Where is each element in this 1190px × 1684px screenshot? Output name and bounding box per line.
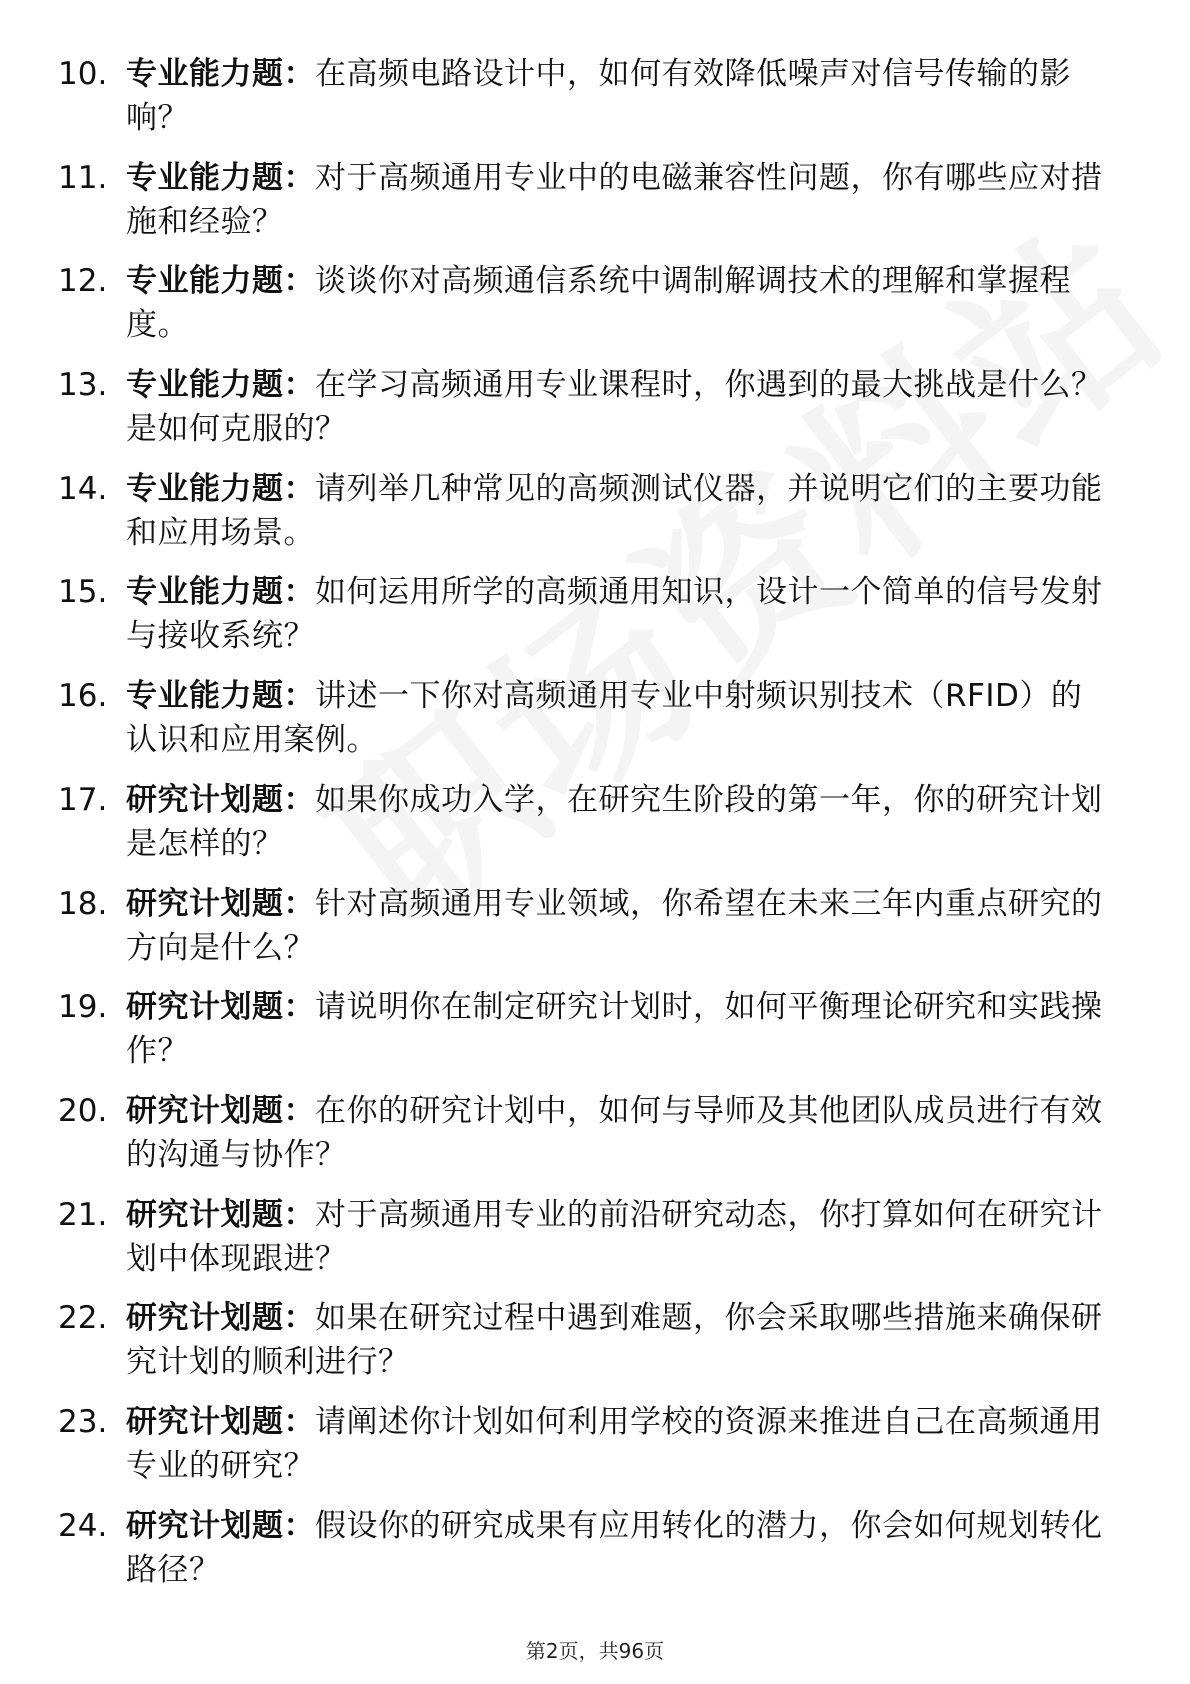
question-number: 12. bbox=[58, 263, 108, 300]
question-category: 专业能力题： bbox=[126, 470, 315, 507]
question-text: 讲述一下你对高频通用专业中射频识别技术（RFID）的认识和应用案例。 bbox=[126, 678, 1083, 759]
question-item bbox=[0, 467, 1190, 571]
question-item bbox=[0, 1296, 1190, 1400]
question-text-block bbox=[126, 1504, 1106, 1592]
question-text-block bbox=[126, 259, 1106, 347]
question-text-block bbox=[126, 156, 1106, 244]
question-item bbox=[0, 1193, 1190, 1297]
question-text: 如果在研究过程中遇到难题，你会采取哪些措施来确保研究计划的顺利进行？ bbox=[126, 1300, 1103, 1381]
question-category: 研究计划题： bbox=[126, 781, 315, 818]
question-category: 专业能力题： bbox=[126, 159, 315, 196]
question-text: 在高频电路设计中，如何有效降低噪声对信号传输的影响？ bbox=[126, 56, 1071, 136]
question-item bbox=[0, 363, 1190, 467]
question-item bbox=[0, 156, 1190, 260]
question-text-block bbox=[126, 778, 1106, 866]
question-number: 14. bbox=[58, 470, 108, 507]
question-text: 如果你成功入学，在研究生阶段的第一年，你的研究计划是怎样的？ bbox=[126, 781, 1103, 862]
question-item bbox=[0, 674, 1190, 778]
question-text-block bbox=[126, 467, 1106, 555]
question-category: 研究计划题： bbox=[126, 1403, 315, 1440]
question-number: 13. bbox=[58, 367, 108, 404]
question-category: 研究计划题： bbox=[126, 1300, 315, 1337]
question-number: 24. bbox=[58, 1507, 108, 1544]
question-text: 针对高频通用专业领域，你希望在未来三年内重点研究的方向是什么？ bbox=[126, 885, 1103, 966]
question-text-block bbox=[126, 1193, 1106, 1281]
question-text: 谈谈你对高频通信系统中调制解调技术的理解和掌握程度。 bbox=[126, 263, 1071, 344]
question-text-block bbox=[126, 985, 1106, 1073]
question-list bbox=[0, 52, 1190, 1607]
question-item bbox=[0, 1504, 1190, 1608]
question-number: 23. bbox=[58, 1403, 108, 1440]
question-number: 20. bbox=[58, 1092, 108, 1129]
question-text-block bbox=[126, 1089, 1106, 1177]
question-item bbox=[0, 570, 1190, 674]
question-text: 请说明你在制定研究计划时，如何平衡理论研究和实践操作？ bbox=[126, 989, 1103, 1070]
question-text: 在学习高频通用专业课程时，你遇到的最大挑战是什么？是如何克服的？ bbox=[126, 367, 1103, 448]
question-item bbox=[0, 985, 1190, 1089]
question-number: 21. bbox=[58, 1196, 108, 1233]
question-text-block bbox=[126, 52, 1106, 140]
question-category: 研究计划题： bbox=[126, 989, 315, 1026]
question-item bbox=[0, 259, 1190, 363]
question-number: 17. bbox=[58, 781, 108, 818]
question-text: 如何运用所学的高频通用知识，设计一个简单的信号发射与接收系统？ bbox=[126, 574, 1103, 655]
question-text-block bbox=[126, 1296, 1106, 1384]
question-text-block bbox=[126, 1400, 1106, 1488]
question-category: 专业能力题： bbox=[126, 574, 315, 611]
question-category: 研究计划题： bbox=[126, 1092, 315, 1129]
question-text-block bbox=[126, 882, 1106, 970]
question-category: 专业能力题： bbox=[126, 678, 315, 715]
question-category: 研究计划题： bbox=[126, 1507, 315, 1544]
question-number: 15. bbox=[58, 574, 108, 611]
question-number: 16. bbox=[58, 678, 108, 715]
question-number: 22. bbox=[58, 1300, 108, 1337]
question-item bbox=[0, 1089, 1190, 1193]
question-item bbox=[0, 1400, 1190, 1504]
question-number: 10. bbox=[58, 56, 108, 92]
question-number: 11. bbox=[58, 159, 108, 196]
question-item bbox=[0, 778, 1190, 882]
question-text: 在你的研究计划中，如何与导师及其他团队成员进行有效的沟通与协作？ bbox=[126, 1092, 1103, 1173]
question-text: 对于高频通用专业中的电磁兼容性问题，你有哪些应对措施和经验？ bbox=[126, 159, 1103, 240]
question-text-block bbox=[126, 363, 1106, 451]
question-text: 请阐述你计划如何利用学校的资源来推进自己在高频通用专业的研究？ bbox=[126, 1403, 1103, 1484]
page-footer bbox=[0, 1635, 1190, 1664]
question-category: 专业能力题： bbox=[126, 56, 315, 92]
question-item bbox=[0, 52, 1190, 156]
question-text: 请列举几种常见的高频测试仪器，并说明它们的主要功能和应用场景。 bbox=[126, 470, 1103, 551]
question-text-block bbox=[126, 674, 1106, 762]
question-category: 专业能力题： bbox=[126, 263, 315, 300]
question-text-block bbox=[126, 570, 1106, 658]
page-number-label: 第2页，共96页 bbox=[525, 1639, 665, 1663]
question-text: 假设你的研究成果有应用转化的潜力，你会如何规划转化路径？ bbox=[126, 1507, 1103, 1588]
question-category: 专业能力题： bbox=[126, 367, 315, 404]
question-number: 18. bbox=[58, 885, 108, 922]
question-item bbox=[0, 882, 1190, 986]
question-number: 19. bbox=[58, 989, 108, 1026]
question-category: 研究计划题： bbox=[126, 885, 315, 922]
question-category: 研究计划题： bbox=[126, 1196, 315, 1233]
question-text: 对于高频通用专业的前沿研究动态，你打算如何在研究计划中体现跟进？ bbox=[126, 1196, 1103, 1277]
